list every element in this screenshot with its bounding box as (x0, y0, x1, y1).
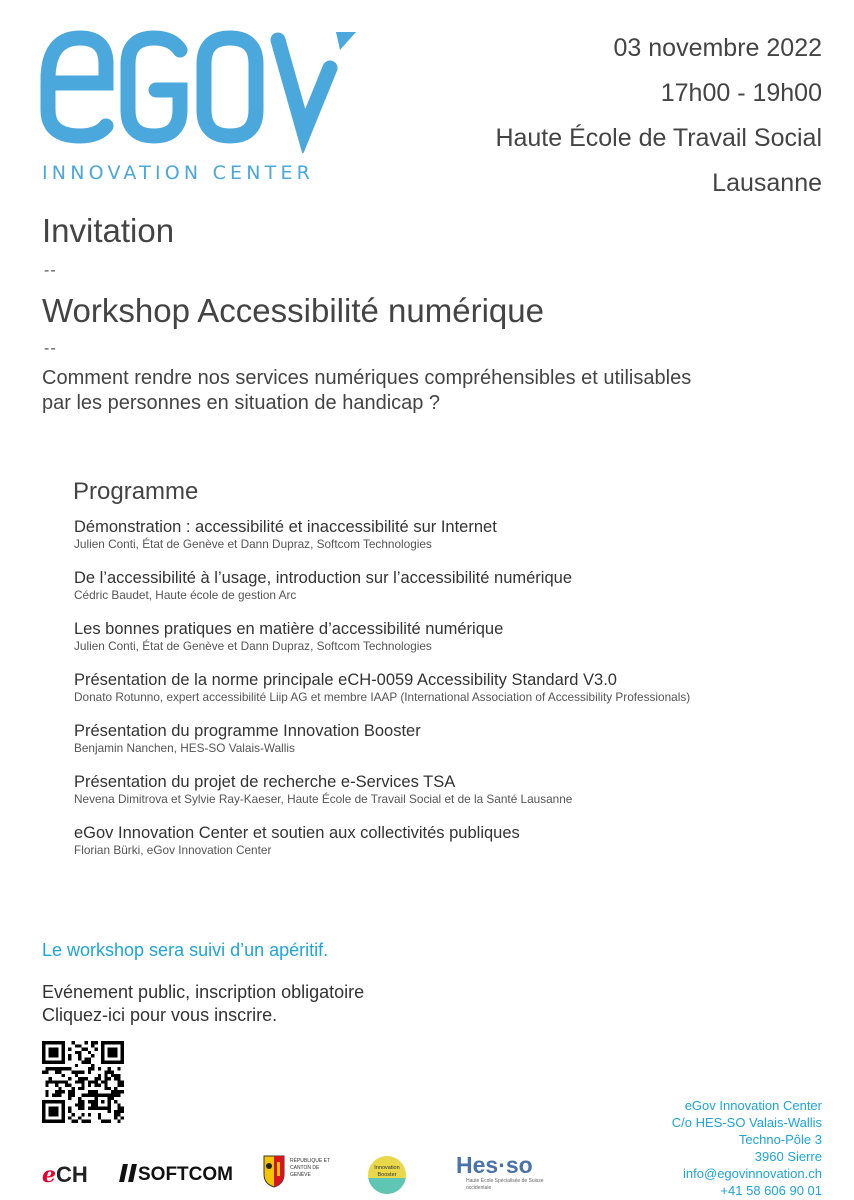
qr-module (91, 1041, 94, 1044)
qr-module (94, 1077, 97, 1080)
qr-module (75, 1103, 78, 1106)
qr-module (101, 1100, 104, 1103)
qr-module (78, 1077, 81, 1080)
softcom-logo-text: SOFTCOM (138, 1164, 233, 1185)
qr-module (114, 1074, 117, 1077)
booster-logo-band (368, 1178, 406, 1194)
workshop-title: Workshop Accessibilité numérique (42, 292, 544, 329)
aperitif-note: Le workshop sera suivi d’un apéritif. (42, 940, 329, 960)
separator: -- (44, 340, 57, 357)
qr-module (72, 1120, 75, 1123)
program-item (74, 823, 834, 874)
qr-module (88, 1051, 91, 1054)
qr-module (85, 1048, 88, 1051)
event-date: 03 novembre 2022 (613, 34, 822, 62)
qr-module (65, 1080, 68, 1083)
ech-logo-text: CH (56, 1162, 88, 1187)
qr-module (88, 1061, 91, 1064)
softcom-s-icon (119, 1164, 137, 1182)
qr-module (58, 1067, 61, 1070)
qr-module (111, 1071, 114, 1074)
qr-module (52, 1067, 55, 1070)
qr-module (49, 1107, 59, 1117)
qr-module (75, 1044, 78, 1047)
qr-module (81, 1113, 84, 1116)
qr-module (88, 1093, 91, 1096)
qr-module (91, 1064, 94, 1067)
geneve-logo-text: RÉPUBLIQUE ET CANTON DE GENÈVE (290, 1158, 330, 1178)
program-item-speaker: Florian Bürki, eGov Innovation Center (74, 843, 272, 857)
contact-street: Techno-Pôle 3 (738, 1132, 822, 1147)
qr-module (81, 1080, 84, 1083)
qr-module (68, 1097, 71, 1100)
qr-module (88, 1057, 91, 1060)
qr-module (75, 1064, 78, 1067)
qr-module (49, 1080, 52, 1083)
qr-module (62, 1067, 65, 1070)
qr-module (114, 1077, 117, 1080)
qr-module (91, 1044, 94, 1047)
qr-module (114, 1110, 117, 1113)
program-item-title: De l’accessibilité à l’usage, introduction sur l’accessibilité numérique (74, 569, 572, 587)
qr-module (88, 1113, 91, 1116)
qr-module (78, 1100, 81, 1103)
qr-module (78, 1057, 81, 1060)
qr-module (104, 1071, 107, 1074)
qr-module (104, 1074, 107, 1077)
qr-module (68, 1054, 71, 1057)
qr-module (49, 1077, 52, 1080)
hes-so-logo-subtitle: Haute École Spécialisée de Suisse occidentale (466, 1178, 544, 1191)
geneve-logo (262, 1152, 332, 1192)
qr-module (117, 1074, 120, 1077)
qr-module (98, 1074, 101, 1077)
qr-module (81, 1071, 84, 1074)
qr-module (117, 1110, 120, 1113)
qr-module (98, 1113, 101, 1116)
qr-module (81, 1048, 84, 1051)
qr-module (45, 1093, 48, 1096)
program-item-title: Les bonnes pratiques en matière d’accessibilité numérique (74, 620, 504, 638)
softcom-logo (121, 1164, 233, 1186)
contact-email[interactable]: info@egovinnovation.ch (683, 1166, 822, 1181)
qr-module (78, 1116, 81, 1119)
qr-module (81, 1093, 84, 1096)
qr-module (88, 1084, 91, 1087)
qr-module (104, 1084, 107, 1087)
qr-module (108, 1077, 111, 1080)
qr-module (85, 1041, 88, 1044)
qr-module (114, 1113, 117, 1116)
egov-logo-mark (40, 28, 360, 153)
qr-module (91, 1103, 94, 1106)
qr-module (117, 1067, 120, 1070)
program-item (74, 517, 834, 568)
qr-module (104, 1087, 107, 1090)
qr-module (104, 1077, 107, 1080)
program-item (74, 721, 834, 772)
qr-module (91, 1107, 94, 1110)
program-item-title: Démonstration : accessibilité et inaccessibilité sur Internet (74, 518, 497, 536)
qr-code[interactable] (42, 1041, 124, 1123)
qr-module (52, 1093, 55, 1096)
qr-module (42, 1071, 45, 1074)
qr-module (101, 1120, 104, 1123)
qr-module (94, 1080, 97, 1083)
ech-logo (42, 1162, 88, 1188)
qr-module (78, 1054, 81, 1057)
qr-module (78, 1051, 81, 1054)
qr-module (58, 1090, 61, 1093)
qr-module (104, 1080, 107, 1083)
qr-module (108, 1087, 111, 1090)
program-item-title: Présentation de la norme principale eCH-0059 Accessibility Standard V3.0 (74, 671, 617, 689)
qr-module (114, 1100, 117, 1103)
qr-module (75, 1120, 78, 1123)
question-line: par les personnes en situation de handicap ? (42, 392, 441, 414)
qr-module (68, 1067, 71, 1070)
workshop-question (42, 366, 802, 416)
qr-module (55, 1067, 58, 1070)
qr-module (78, 1071, 81, 1074)
qr-module (58, 1080, 61, 1083)
qr-module (111, 1090, 114, 1093)
qr-module (111, 1093, 114, 1096)
qr-module (81, 1103, 84, 1106)
contact-block (672, 1097, 822, 1199)
separator: -- (44, 262, 57, 279)
qr-module (114, 1116, 117, 1119)
qr-module (55, 1071, 58, 1074)
event-city: Lausanne (712, 169, 822, 197)
qr-module (49, 1048, 59, 1058)
invitation-heading: Invitation (42, 212, 175, 249)
qr-module (68, 1084, 71, 1087)
qr-module (88, 1071, 91, 1074)
qr-module (117, 1077, 120, 1080)
qr-module (88, 1090, 91, 1093)
qr-module (111, 1074, 114, 1077)
qr-module (94, 1084, 97, 1087)
geneve-coat-of-arms-icon (262, 1154, 286, 1188)
ech-e-mark: e (42, 1162, 56, 1188)
program-item-speaker: Julien Conti, État de Genève et Dann Dupraz, Softcom Technologies (74, 537, 432, 551)
registration-required-text: Evénement public, inscription obligatoire (42, 982, 365, 1002)
innovation-booster-logo (368, 1156, 406, 1194)
qr-module (121, 1116, 124, 1119)
qr-module (78, 1107, 81, 1110)
qr-module (72, 1113, 75, 1116)
qr-module (104, 1120, 107, 1123)
qr-module (78, 1087, 81, 1090)
qr-module (85, 1093, 88, 1096)
qr-module (94, 1090, 97, 1093)
qr-module (108, 1110, 111, 1113)
qr-module (121, 1107, 124, 1110)
event-time: 17h00 - 19h00 (660, 79, 822, 107)
qr-module (45, 1084, 48, 1087)
qr-module (98, 1084, 101, 1087)
qr-module (78, 1044, 81, 1047)
qr-module (72, 1041, 75, 1044)
qr-module (88, 1107, 91, 1110)
registration-note (42, 981, 364, 1027)
qr-module (121, 1110, 124, 1113)
program-item-speaker: Benjamin Nanchen, HES-SO Valais-Wallis (74, 741, 295, 755)
contact-org: eGov Innovation Center (684, 1098, 822, 1113)
qr-module (72, 1071, 75, 1074)
qr-module (88, 1080, 91, 1083)
qr-module (58, 1087, 61, 1090)
hes-so-logo (456, 1152, 546, 1192)
qr-module (52, 1080, 55, 1083)
qr-module (108, 1120, 111, 1123)
program-list (74, 517, 834, 874)
qr-module (94, 1048, 97, 1051)
qr-module (55, 1093, 58, 1096)
qr-module (62, 1074, 65, 1077)
qr-module (117, 1107, 120, 1110)
qr-module (75, 1071, 78, 1074)
qr-module (91, 1090, 94, 1093)
qr-module (91, 1054, 94, 1057)
qr-module (78, 1097, 81, 1100)
qr-module (81, 1100, 84, 1103)
qr-module (62, 1090, 65, 1093)
qr-module (88, 1120, 91, 1123)
program-item (74, 619, 834, 670)
program-item (74, 568, 834, 619)
event-venue: Haute École de Travail Social (495, 124, 822, 152)
qr-module (98, 1077, 101, 1080)
qr-module (81, 1077, 84, 1080)
qr-module (85, 1057, 88, 1060)
qr-module (91, 1093, 94, 1096)
qr-module (68, 1090, 71, 1093)
qr-module (58, 1093, 61, 1096)
qr-module (88, 1067, 91, 1070)
qr-module (91, 1100, 94, 1103)
qr-module (117, 1090, 120, 1093)
qr-module (121, 1084, 124, 1087)
program-item-speaker: Cédric Baudet, Haute école de gestion Arc (74, 588, 297, 602)
qr-module (55, 1080, 58, 1083)
qr-module (68, 1093, 71, 1096)
program-item (74, 670, 834, 721)
program-item (74, 772, 834, 823)
qr-module (68, 1116, 71, 1119)
program-item-title: Présentation du programme Innovation Booster (74, 722, 421, 740)
qr-module (72, 1090, 75, 1093)
qr-module (68, 1110, 71, 1113)
program-item-title: eGov Innovation Center et soutien aux collectivités publiques (74, 824, 520, 842)
egov-logo (40, 28, 360, 188)
program-item-speaker: Donato Rotunno, expert accessibilité Liip AG et membre IAAP (International Association of Accessibility Professionals) (74, 690, 691, 704)
qr-module (111, 1097, 114, 1100)
qr-module (45, 1090, 48, 1093)
qr-module (81, 1061, 84, 1064)
qr-module (78, 1080, 81, 1083)
qr-module (65, 1067, 68, 1070)
qr-module (81, 1084, 84, 1087)
program-item-speaker: Nevena Dimitrova et Sylvie Ray-Kaeser, Haute École de Travail Social et de la Santé Lausanne (74, 792, 573, 806)
qr-code-image (42, 1041, 124, 1123)
qr-module (121, 1080, 124, 1083)
qr-module (68, 1107, 71, 1110)
program-title: Programme (73, 478, 199, 505)
qr-module (65, 1084, 68, 1087)
booster-logo-text: Innovation Booster (374, 1165, 400, 1178)
registration-link[interactable]: Cliquez-ici pour vous inscrire. (42, 1005, 278, 1025)
qr-module (81, 1087, 84, 1090)
question-line: Comment rendre nos services numériques compréhensibles et utilisables (42, 367, 692, 389)
qr-module (85, 1061, 88, 1064)
contact-city: 3960 Sierre (754, 1149, 822, 1164)
qr-module (117, 1103, 120, 1106)
qr-module (81, 1107, 84, 1110)
qr-module (98, 1116, 101, 1119)
qr-module (117, 1093, 120, 1096)
logo-subtitle: INNOVATION CENTER (42, 162, 315, 184)
qr-module (75, 1080, 78, 1083)
qr-module (75, 1074, 78, 1077)
qr-module (45, 1067, 48, 1070)
qr-module (45, 1080, 48, 1083)
qr-module (78, 1103, 81, 1106)
qr-module (94, 1041, 97, 1044)
qr-module (117, 1113, 120, 1116)
qr-module (114, 1090, 117, 1093)
program-item-speaker: Julien Conti, État de Genève et Dann Dupraz, Softcom Technologies (74, 639, 432, 653)
qr-module (72, 1087, 75, 1090)
event-info (495, 26, 822, 206)
qr-module (49, 1067, 52, 1070)
qr-module (45, 1071, 48, 1074)
qr-module (55, 1090, 58, 1093)
qr-module (117, 1120, 120, 1123)
program-item-title: Présentation du projet de recherche e-Services TSA (74, 773, 456, 791)
hes-so-logo-text: Hes·so (456, 1152, 533, 1178)
qr-module (114, 1087, 117, 1090)
qr-module (85, 1077, 88, 1080)
qr-module (98, 1067, 101, 1070)
qr-module (101, 1080, 104, 1083)
qr-module (121, 1090, 124, 1093)
qr-module (88, 1100, 91, 1103)
qr-module (108, 1048, 118, 1058)
qr-module (75, 1051, 78, 1054)
qr-module (68, 1048, 71, 1051)
qr-module (68, 1057, 71, 1060)
qr-module (114, 1093, 117, 1096)
qr-module (62, 1080, 65, 1083)
qr-module (55, 1084, 58, 1087)
qr-module (58, 1071, 61, 1074)
qr-module (91, 1080, 94, 1083)
qr-module (117, 1084, 120, 1087)
qr-module (68, 1077, 71, 1080)
qr-module (91, 1067, 94, 1070)
contact-co: C/o HES-SO Valais-Wallis (671, 1115, 822, 1130)
contact-phone[interactable]: +41 58 606 90 01 (720, 1183, 822, 1198)
qr-module (81, 1120, 84, 1123)
qr-module (117, 1080, 120, 1083)
qr-module (85, 1120, 88, 1123)
qr-module (72, 1093, 75, 1096)
qr-module (108, 1067, 111, 1070)
qr-module (108, 1071, 111, 1074)
